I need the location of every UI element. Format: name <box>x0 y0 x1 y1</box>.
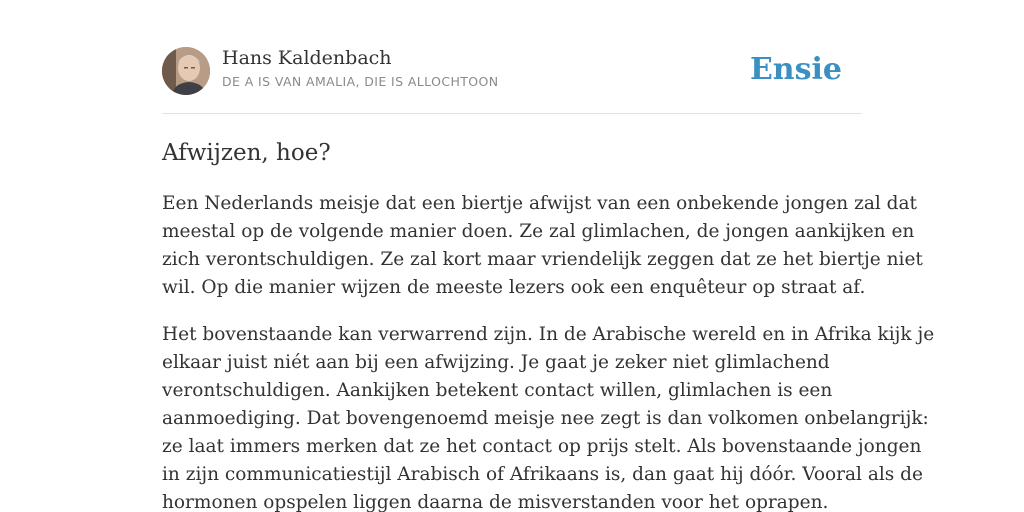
article-title: Afwijzen, hoe? <box>162 140 331 166</box>
paragraph-line: Een Nederlands meisje dat een biertje afwijst van een onbekende jongen zal dat <box>162 193 917 214</box>
author-avatar[interactable] <box>162 47 210 95</box>
paragraph-line: meestal op de volgende manier doen. Ze zal glimlachen, de jongen aankijken en <box>162 221 915 242</box>
paragraph-line: in zijn communicatiestijl Arabisch of Afrikaans is, dan gaat hij dóór. Vooral als de <box>162 464 923 485</box>
paragraph-line: aanmoediging. Dat bovengenoemd meisje nee zegt is dan volkomen onbelangrijk: <box>162 408 929 429</box>
paragraph-line: elkaar juist niét aan bij een afwijzing. Je gaat je zeker niet glimlachend <box>162 352 830 373</box>
article-paragraph-1 <box>162 190 923 302</box>
author-header <box>162 46 862 96</box>
paragraph-line: zich verontschuldigen. Ze zal kort maar vriendelijk zeggen dat ze het biertje niet <box>162 249 923 270</box>
article-paragraph-2 <box>162 321 935 512</box>
blog-title[interactable]: DE A IS VAN AMALIA, DIE IS ALLOCHTOON <box>222 74 499 89</box>
paragraph-line: Het bovenstaande kan verwarrend zijn. In de Arabische wereld en in Afrika kijk je <box>162 324 935 345</box>
portrait-icon <box>162 47 210 95</box>
header-divider <box>162 113 862 114</box>
ensie-logo[interactable]: Ensie <box>749 52 842 87</box>
paragraph-line: verontschuldigen. Aankijken betekent contact willen, glimlachen is een <box>162 380 833 401</box>
paragraph-line: hormonen opspelen liggen daarna de misverstanden voor het oprapen. <box>162 492 829 512</box>
paragraph-line: ze laat immers merken dat ze het contact op prijs stelt. Als bovenstaande jongen <box>162 436 922 457</box>
author-name[interactable]: Hans Kaldenbach <box>222 47 392 69</box>
paragraph-line: wil. Op die manier wijzen de meeste lezers ook een enquêteur op straat af. <box>162 277 866 298</box>
article <box>162 136 935 512</box>
